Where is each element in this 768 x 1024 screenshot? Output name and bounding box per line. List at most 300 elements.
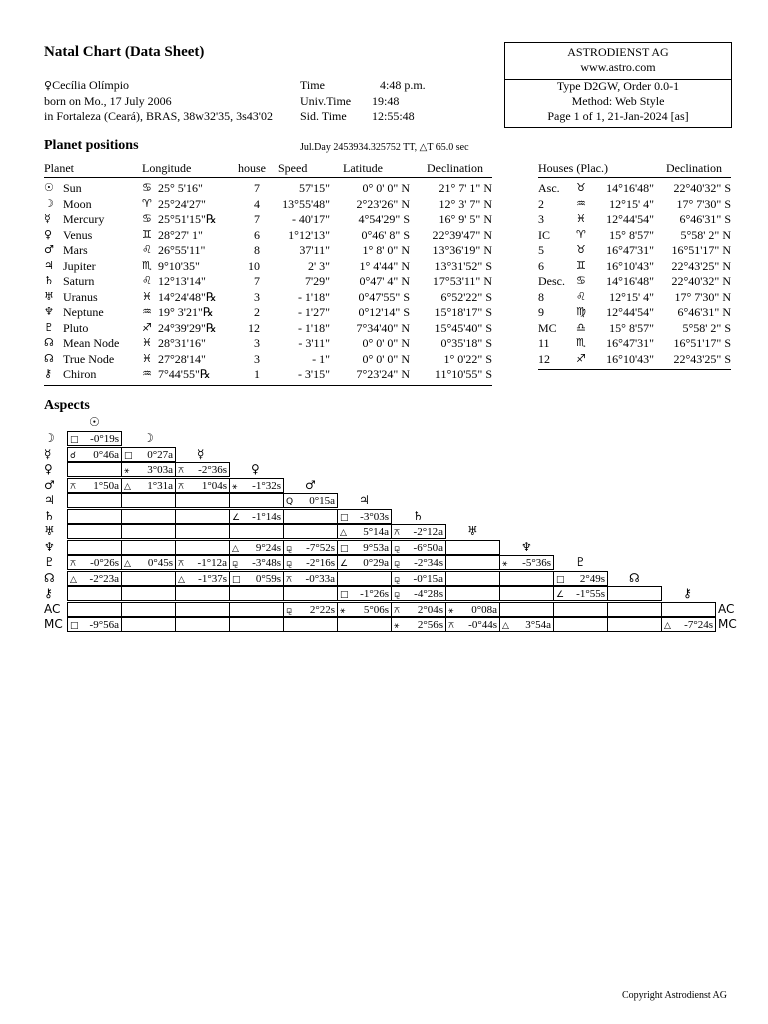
house-name: 3: [538, 212, 544, 226]
house-longitude: 15° 8'57": [609, 321, 654, 335]
copyright: Copyright Astrodienst AG: [622, 990, 728, 1001]
aspect-symbol-icon: ⚻: [178, 482, 184, 492]
aspect-cell: [661, 617, 716, 632]
aspect-cell: [121, 509, 176, 524]
aspect-orb: 0°59s: [255, 573, 281, 585]
aspect-cell: [67, 509, 122, 524]
planet-house: 12: [248, 321, 260, 335]
zodiac-sign-icon: ♒: [142, 305, 152, 318]
planet-speed: - 3'15": [297, 367, 330, 381]
aspect-cell: [391, 571, 446, 586]
aspect-cell: [607, 602, 662, 617]
planet-latitude: 0°46' 8" S: [361, 228, 410, 242]
col-header-declination: Declination: [427, 161, 483, 175]
aspect-cell: [121, 524, 176, 539]
aspect-row-label: AC: [44, 602, 61, 616]
house-longitude: 16°47'31": [606, 336, 654, 350]
aspect-cell: [283, 493, 338, 508]
planet-glyph-icon: ♇: [44, 321, 54, 334]
aspect-orb: 1°31a: [147, 480, 173, 492]
aspect-cell: [283, 540, 338, 555]
aspect-row-label: ♀: [44, 462, 53, 476]
aspect-row-label: ♃: [44, 493, 55, 507]
univ-time-value: 19:48: [372, 94, 400, 108]
aspect-symbol-icon: △: [124, 482, 131, 492]
aspect-orb: -7°24s: [684, 619, 713, 631]
aspect-orb: 9°53a: [363, 542, 389, 554]
aspect-cell: [121, 478, 176, 493]
zodiac-sign-icon: ♎: [576, 321, 586, 334]
aspect-symbol-icon: ⚹: [340, 606, 346, 616]
person-name-row: [44, 78, 129, 93]
aspect-cell: [229, 617, 284, 632]
aspect-orb: -1°37s: [198, 573, 227, 585]
aspect-cell: [229, 602, 284, 617]
aspect-col-label: ♅: [467, 524, 478, 538]
aspect-cell: [391, 540, 446, 555]
aspect-cell: [67, 602, 122, 617]
planet-declination: 0°35'18" S: [440, 336, 492, 350]
zodiac-sign-icon: ♊: [576, 259, 586, 272]
aspect-cell: [391, 602, 446, 617]
planet-longitude: 27°28'14": [158, 352, 206, 366]
houses-bottom-rule: [538, 369, 731, 370]
house-name: 8: [538, 290, 544, 304]
aspect-symbol-icon: ⚼: [286, 544, 293, 554]
company-name: ASTRODIENST AG: [567, 45, 669, 59]
planet-house: 3: [254, 352, 260, 366]
aspect-cell: [283, 509, 338, 524]
aspect-cell: [175, 524, 230, 539]
house-declination: 22°43'25" N: [671, 259, 731, 273]
aspect-cell: [283, 586, 338, 601]
house-longitude: 14°16'48": [606, 181, 654, 195]
planet-name: Jupiter: [63, 259, 96, 273]
aspect-orb: 9°24s: [255, 542, 281, 554]
planet-glyph-icon: ☊: [44, 352, 54, 365]
aspect-symbol-icon: △: [340, 528, 347, 538]
planet-declination: 1° 0'22" S: [443, 352, 492, 366]
chart-type: Type D2GW, Order 0.0-1: [556, 79, 680, 93]
aspect-cell: [445, 571, 500, 586]
aspect-col-label: ☿: [197, 447, 205, 461]
aspects-title: Aspects: [44, 398, 90, 413]
house-longitude: 16°10'43": [606, 352, 654, 366]
aspect-orb: 0°45s: [147, 557, 173, 569]
aspect-col-label: ♄: [413, 509, 424, 523]
aspect-cell: [661, 602, 716, 617]
sid-time-value: 12:55:48: [372, 109, 415, 123]
aspect-row-label: MC: [44, 617, 63, 631]
zodiac-sign-icon: ♓: [142, 352, 152, 365]
aspect-cell: [283, 617, 338, 632]
zodiac-sign-icon: ♓: [142, 290, 152, 303]
house-declination: 6°46'31" N: [677, 305, 731, 319]
aspect-orb: -0°26s: [90, 557, 119, 569]
planet-speed: - 3'11": [298, 336, 330, 350]
aspect-orb: -1°14s: [252, 511, 281, 523]
house-name: 2: [538, 197, 544, 211]
house-longitude: 15° 8'57": [609, 228, 654, 242]
aspect-symbol-icon: ∠: [556, 590, 565, 600]
planet-speed: 57'15": [298, 181, 330, 195]
planet-longitude: 25° 5'16": [158, 181, 203, 195]
aspect-cell: [553, 602, 608, 617]
time-label: Time: [300, 78, 325, 92]
aspect-cell: [67, 431, 122, 446]
planet-latitude: 0° 0' 0" N: [362, 181, 410, 195]
planet-latitude: 0°47'55" S: [358, 290, 410, 304]
planet-house: 7: [254, 274, 260, 288]
zodiac-sign-icon: ♒: [576, 197, 586, 210]
col-header-latitude: Latitude: [343, 161, 383, 175]
aspect-cell: [607, 617, 662, 632]
col-header-houses: Houses (Plac.): [538, 161, 608, 175]
planet-latitude: 2°23'26" N: [356, 197, 410, 211]
aspect-orb: 2°49s: [579, 573, 605, 585]
aspect-row-label: ♅: [44, 524, 55, 538]
aspect-cell: [499, 571, 554, 586]
aspect-cell: [607, 586, 662, 601]
aspect-symbol-icon: ⚼: [286, 606, 293, 616]
aspect-symbol-icon: ⚻: [394, 528, 400, 538]
aspect-cell: [229, 509, 284, 524]
house-name: 9: [538, 305, 544, 319]
aspect-symbol-icon: ⚻: [178, 559, 184, 569]
company-box: [504, 42, 732, 128]
house-declination: 22°40'32" N: [671, 274, 731, 288]
aspect-cell: [67, 524, 122, 539]
planet-latitude: 0°47' 4" N: [359, 274, 410, 288]
chart-method: Method: Web Style: [571, 94, 665, 108]
zodiac-sign-icon: ♒: [142, 367, 152, 380]
planet-house: 3: [254, 336, 260, 350]
planet-name: Sun: [63, 181, 82, 195]
house-declination: 16°51'17" S: [673, 336, 731, 350]
aspect-orb: 2°22s: [309, 604, 335, 616]
planet-longitude: 14°24'48"℞: [158, 290, 217, 304]
aspect-symbol-icon: ⚼: [394, 575, 401, 585]
time-value: 4:48 p.m.: [380, 78, 426, 92]
planet-speed: 37'11": [299, 243, 330, 257]
planet-house: 4: [254, 197, 260, 211]
zodiac-sign-icon: ♐: [576, 352, 586, 365]
aspect-symbol-icon: □: [340, 590, 349, 600]
aspect-orb: 3°03a: [147, 464, 173, 476]
aspect-cell: [121, 555, 176, 570]
planet-house: 10: [248, 259, 260, 273]
planet-declination: 12° 3' 7" N: [438, 197, 492, 211]
planet-glyph-icon: ♂: [44, 243, 54, 256]
planet-name: Mars: [63, 243, 88, 257]
aspect-cell: [445, 602, 500, 617]
zodiac-sign-icon: ♍: [576, 305, 586, 318]
aspect-cell: [337, 571, 392, 586]
univ-time-label: Univ.Time: [300, 94, 352, 108]
zodiac-sign-icon: ♋: [142, 212, 152, 225]
houses-header-rule: [538, 177, 731, 178]
planet-declination: 22°39'47" N: [432, 228, 492, 242]
zodiac-sign-icon: ♏: [142, 259, 152, 272]
aspect-symbol-icon: △: [232, 544, 239, 554]
zodiac-sign-icon: ♓: [576, 212, 586, 225]
aspect-col-label: ☽: [143, 431, 154, 445]
aspect-orb: -3°03s: [360, 511, 389, 523]
planet-name: Pluto: [63, 321, 89, 335]
col-header-speed: Speed: [278, 161, 308, 175]
zodiac-sign-icon: ♐: [142, 321, 152, 334]
aspect-cell: [121, 447, 176, 462]
aspect-orb: -6°50a: [413, 542, 443, 554]
aspect-cell: [391, 524, 446, 539]
birth-date: born on Mo., 17 July 2006: [44, 94, 172, 108]
aspect-cell: [175, 540, 230, 555]
aspect-row-label: ⚷: [44, 586, 53, 600]
aspect-cell: [553, 571, 608, 586]
aspect-cell: [229, 493, 284, 508]
aspect-col-label: ♆: [521, 540, 532, 554]
aspect-col-label: ♀: [251, 462, 260, 476]
aspect-row-label: ♆: [44, 540, 55, 554]
venus-icon: ♀: [44, 79, 53, 92]
aspect-symbol-icon: △: [664, 621, 671, 631]
aspect-symbol-icon: □: [340, 513, 349, 523]
aspect-orb: -2°16s: [306, 557, 335, 569]
planet-speed: 13°55'48": [282, 197, 330, 211]
aspect-symbol-icon: ⚻: [448, 621, 454, 631]
aspect-symbol-icon: ⚼: [232, 559, 239, 569]
aspect-cell: [337, 586, 392, 601]
aspect-row-label: ♄: [44, 509, 55, 523]
aspect-cell: [175, 617, 230, 632]
planet-name: True Node: [63, 352, 115, 366]
planet-latitude: 0° 0' 0" N: [362, 352, 410, 366]
aspect-cell: [229, 524, 284, 539]
aspect-cell: [553, 617, 608, 632]
aspect-cell: [175, 509, 230, 524]
aspect-cell: [121, 462, 176, 477]
aspect-cell: [67, 447, 122, 462]
aspect-row-label: ♂: [44, 478, 55, 492]
aspect-cell: [67, 571, 122, 586]
zodiac-sign-icon: ♊: [142, 228, 152, 241]
aspect-symbol-icon: ∠: [340, 559, 349, 569]
zodiac-sign-icon: ♌: [576, 290, 586, 303]
aspect-cell: [499, 602, 554, 617]
zodiac-sign-icon: ♉: [576, 243, 586, 256]
house-declination: 5°58' 2" N: [680, 228, 731, 242]
aspect-symbol-icon: △: [70, 575, 77, 585]
aspect-orb: 5°14a: [363, 526, 389, 538]
aspect-cell: [337, 524, 392, 539]
planet-longitude: 25°51'15"℞: [158, 212, 217, 226]
aspect-cell: [499, 586, 554, 601]
planet-declination: 15°45'40" S: [434, 321, 492, 335]
house-longitude: 12°15' 4": [609, 197, 654, 211]
aspect-symbol-icon: □: [556, 575, 565, 585]
aspect-orb: -1°12a: [197, 557, 227, 569]
planet-declination: 17°53'11" N: [432, 274, 492, 288]
aspect-cell: [337, 617, 392, 632]
planet-house: 2: [254, 305, 260, 319]
aspect-col-label: ♃: [359, 493, 370, 507]
planet-glyph-icon: ☽: [44, 197, 54, 210]
planet-longitude: 25°24'27": [158, 197, 206, 211]
house-declination: 17° 7'30" S: [676, 197, 731, 211]
planet-longitude: 12°13'14": [158, 274, 206, 288]
aspect-symbol-icon: □: [70, 435, 79, 445]
aspect-cell: [175, 478, 230, 493]
planet-glyph-icon: ☿: [44, 212, 51, 225]
col-header-house: house: [238, 161, 266, 175]
company-url[interactable]: www.astro.com: [580, 60, 656, 74]
planet-latitude: 0° 0' 0" N: [362, 336, 410, 350]
aspect-cell: [67, 493, 122, 508]
aspect-orb: -2°36s: [198, 464, 227, 476]
planet-house: 6: [254, 228, 260, 242]
zodiac-sign-icon: ♏: [576, 336, 586, 349]
aspect-symbol-icon: □: [340, 544, 349, 554]
planet-name: Moon: [63, 197, 92, 211]
page-info: Page 1 of 1, 21-Jan-2024 [as]: [547, 109, 689, 123]
planet-speed: - 40'17": [291, 212, 330, 226]
planet-speed: 7'29": [304, 274, 330, 288]
planet-name: Mean Node: [63, 336, 120, 350]
planet-glyph-icon: ♆: [44, 305, 54, 318]
aspect-col-label: ♂: [305, 478, 316, 492]
aspect-cell: [283, 602, 338, 617]
aspect-cell: [175, 555, 230, 570]
aspect-col-label: ♇: [575, 555, 586, 569]
aspect-cell: [175, 586, 230, 601]
zodiac-sign-icon: ♋: [142, 181, 152, 194]
aspect-orb: -3°48s: [252, 557, 281, 569]
house-declination: 6°46'31" S: [679, 212, 731, 226]
aspect-orb: -5°36s: [522, 557, 551, 569]
aspect-cell: [283, 571, 338, 586]
aspect-cell: [391, 586, 446, 601]
aspect-symbol-icon: ⚻: [394, 606, 400, 616]
aspect-orb: -0°15a: [413, 573, 443, 585]
aspect-cell: [67, 617, 122, 632]
aspect-symbol-icon: ⚹: [394, 621, 400, 631]
aspect-cell: [121, 617, 176, 632]
aspect-cell: [121, 493, 176, 508]
aspect-orb: -7°52s: [306, 542, 335, 554]
aspect-symbol-icon: ⚻: [70, 482, 76, 492]
planet-speed: 1°12'13": [288, 228, 330, 242]
aspect-orb: -0°44s: [468, 619, 497, 631]
house-longitude: 16°10'43": [606, 259, 654, 273]
birth-place: in Fortaleza (Ceará), BRAS, 38w32'35, 3s43'02: [44, 109, 273, 123]
aspect-cell: [445, 540, 500, 555]
aspect-orb: 2°04s: [417, 604, 443, 616]
planet-latitude: 1° 8' 0" N: [362, 243, 410, 257]
planet-name: Mercury: [63, 212, 105, 226]
aspect-cell: [67, 555, 122, 570]
aspect-orb: 0°46a: [93, 449, 119, 461]
house-declination: 22°40'32" S: [673, 181, 731, 195]
planet-glyph-icon: ⚷: [44, 367, 53, 380]
planet-name: Chiron: [63, 367, 97, 381]
zodiac-sign-icon: ♌: [142, 274, 152, 287]
aspect-cell: [391, 555, 446, 570]
aspect-cell: [445, 617, 500, 632]
planet-speed: - 1'18": [297, 321, 330, 335]
aspect-orb: 2°56s: [417, 619, 443, 631]
zodiac-sign-icon: ♋: [576, 274, 586, 287]
house-declination: 5°58' 2" S: [682, 321, 731, 335]
house-longitude: 12°15' 4": [609, 290, 654, 304]
planet-speed: - 1": [312, 352, 330, 366]
aspect-orb: 0°08a: [471, 604, 497, 616]
aspect-col-label: ☉: [89, 415, 100, 429]
col-header-house-declination: Declination: [666, 161, 722, 175]
aspect-symbol-icon: □: [232, 575, 241, 585]
aspect-symbol-icon: ⚼: [286, 559, 293, 569]
planet-name: Venus: [63, 228, 93, 242]
house-longitude: 16°47'31": [606, 243, 654, 257]
aspect-cell: [121, 586, 176, 601]
aspect-symbol-icon: △: [124, 559, 131, 569]
aspect-symbol-icon: △: [178, 575, 185, 585]
page-title: Natal Chart (Data Sheet): [44, 44, 205, 60]
aspect-col-label: ☊: [629, 571, 640, 585]
aspect-orb: -2°12a: [413, 526, 443, 538]
planet-declination: 6°52'22" S: [440, 290, 492, 304]
house-name: 5: [538, 243, 544, 257]
aspect-row-label: ☽: [44, 431, 55, 445]
aspect-row-label: ♇: [44, 555, 55, 569]
aspect-cell: [175, 571, 230, 586]
col-header-longitude: Longitude: [142, 161, 192, 175]
planet-latitude: 0°12'14" S: [358, 305, 410, 319]
planet-house: 7: [254, 212, 260, 226]
aspect-symbol-icon: ⚹: [124, 466, 130, 476]
aspect-cell: [445, 586, 500, 601]
house-name: 6: [538, 259, 544, 273]
aspect-orb: 0°15a: [309, 495, 335, 507]
aspect-symbol-icon: ⚹: [502, 559, 508, 569]
aspect-symbol-icon: ⚹: [232, 482, 238, 492]
aspect-cell: [499, 617, 554, 632]
aspect-symbol-icon: ⚼: [394, 544, 401, 554]
aspect-cell: [121, 540, 176, 555]
julian-day: Jul.Day 2453934.325752 TT, △T 65.0 sec: [300, 142, 469, 153]
aspect-orb: -0°33a: [305, 573, 335, 585]
aspect-symbol-icon: Q: [286, 497, 294, 507]
house-longitude: 12°44'54": [606, 212, 654, 226]
planet-latitude: 7°34'40" N: [356, 321, 410, 335]
planet-name: Neptune: [63, 305, 104, 319]
house-name: Asc.: [538, 181, 560, 195]
aspect-cell: [391, 617, 446, 632]
aspect-cell: [229, 540, 284, 555]
aspect-symbol-icon: □: [70, 621, 79, 631]
aspect-cell: [67, 540, 122, 555]
aspect-cell: [229, 478, 284, 493]
aspect-symbol-icon: ⚼: [394, 590, 401, 600]
planet-glyph-icon: ♅: [44, 290, 54, 303]
planet-declination: 21° 7' 1" N: [438, 181, 492, 195]
aspect-symbol-icon: □: [124, 451, 133, 461]
aspect-cell: [229, 555, 284, 570]
aspect-cell: [175, 493, 230, 508]
planet-latitude: 4°54'29" S: [358, 212, 410, 226]
planet-longitude: 19° 3'21"℞: [158, 305, 214, 319]
planet-longitude: 24°39'29"℞: [158, 321, 217, 335]
planet-house: 7: [254, 181, 260, 195]
